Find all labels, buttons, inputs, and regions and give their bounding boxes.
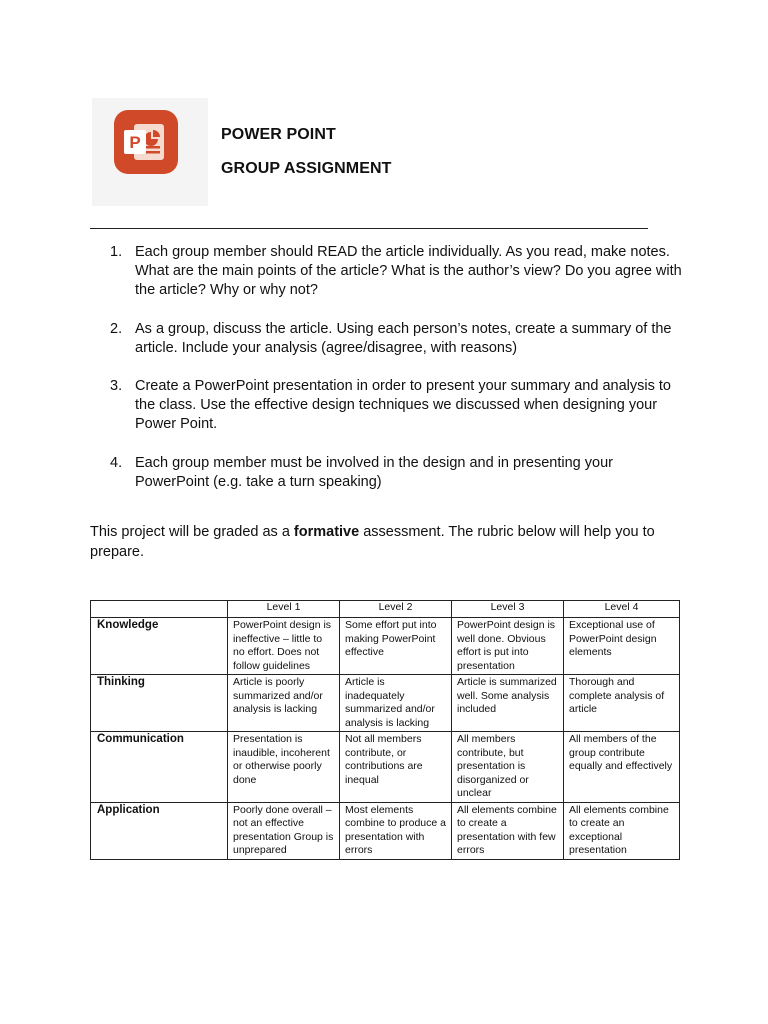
grading-text-before: This project will be graded as a [90,524,294,540]
rubric-cell: All members of the group contribute equally and effectively [564,732,680,803]
table-row [91,618,680,675]
title-divider [90,228,648,229]
rubric-cell: Poorly done overall – not an effective presentation Group is unprepared [228,802,340,859]
rubric-category: Application [91,802,228,859]
rubric-cell: Article is inadequately summarized and/or analysis is lacking [340,675,452,732]
rubric-header-cell: Level 4 [564,601,680,618]
rubric-cell: Thorough and complete analysis of article [564,675,680,732]
page-title: POWER POINT [221,126,336,143]
rubric-cell: PowerPoint design is well done. Obvious effort is put into presentation [452,618,564,675]
list-item-text: Each group member must be involved in the design and in presenting your PowerPoint (e.g. take a turn speaking) [135,455,613,490]
powerpoint-logo-glyph [114,110,178,174]
rubric-cell: Most elements combine to produce a presentation with errors [340,802,452,859]
table-row [91,675,680,732]
list-item-number: 4. [110,455,123,471]
grading-paragraph [90,522,690,562]
rubric-cell: PowerPoint design is ineffective – little to no effort. Does not follow guidelines [228,618,340,675]
logo-letter: P [129,133,141,152]
rubric-cell: Presentation is inaudible, incoherent or otherwise poorly done [228,732,340,803]
page-subtitle: GROUP ASSIGNMENT [221,160,392,177]
table-row [91,732,680,803]
list-item-number: 2. [110,321,123,337]
rubric-header-cell: Level 2 [340,601,452,618]
rubric-cell: All elements combine to create a presentation with few errors [452,802,564,859]
rubric-table [90,600,680,860]
rubric-header-row [91,601,680,618]
list-item-text: Each group member should READ the article individually. As you read, make notes. What are the main points of the article? What is the author’s view? Do you agree with the article? Why or why not? [135,244,682,298]
rubric-header-cell [91,601,228,618]
grading-text-after: assessment. The rubric below will help you to prepare. [90,524,655,560]
table-row [91,802,680,859]
list-item-text: As a group, discuss the article. Using each person’s notes, create a summary of the article. Include your analysis (agree/disagree, with reasons) [135,321,672,356]
rubric-cell: Not all members contribute, or contributions are inequal [340,732,452,803]
rubric-category: Thinking [91,675,228,732]
rubric-cell: Exceptional use of PowerPoint design elements [564,618,680,675]
list-item-number: 1. [110,244,123,260]
rubric-cell: Article is poorly summarized and/or analysis is lacking [228,675,340,732]
rubric-header-cell: Level 1 [228,601,340,618]
rubric-cell: All members contribute, but presentation is disorganized or unclear [452,732,564,803]
list-item-text: Create a PowerPoint presentation in order to present your summary and analysis to the class. Use the effective design techniques we discussed when designing your Power Point. [135,378,671,432]
rubric-category: Knowledge [91,618,228,675]
powerpoint-logo-icon [114,110,178,174]
rubric-cell: All elements combine to create an exceptional presentation [564,802,680,859]
rubric-cell: Some effort put into making PowerPoint effective [340,618,452,675]
list-item-number: 3. [110,378,123,394]
grading-bold-term: formative [293,524,360,540]
rubric-category: Communication [91,732,228,803]
logo-area [92,98,208,206]
rubric-cell: Article is summarized well. Some analysis included [452,675,564,732]
rubric-header-cell: Level 3 [452,601,564,618]
